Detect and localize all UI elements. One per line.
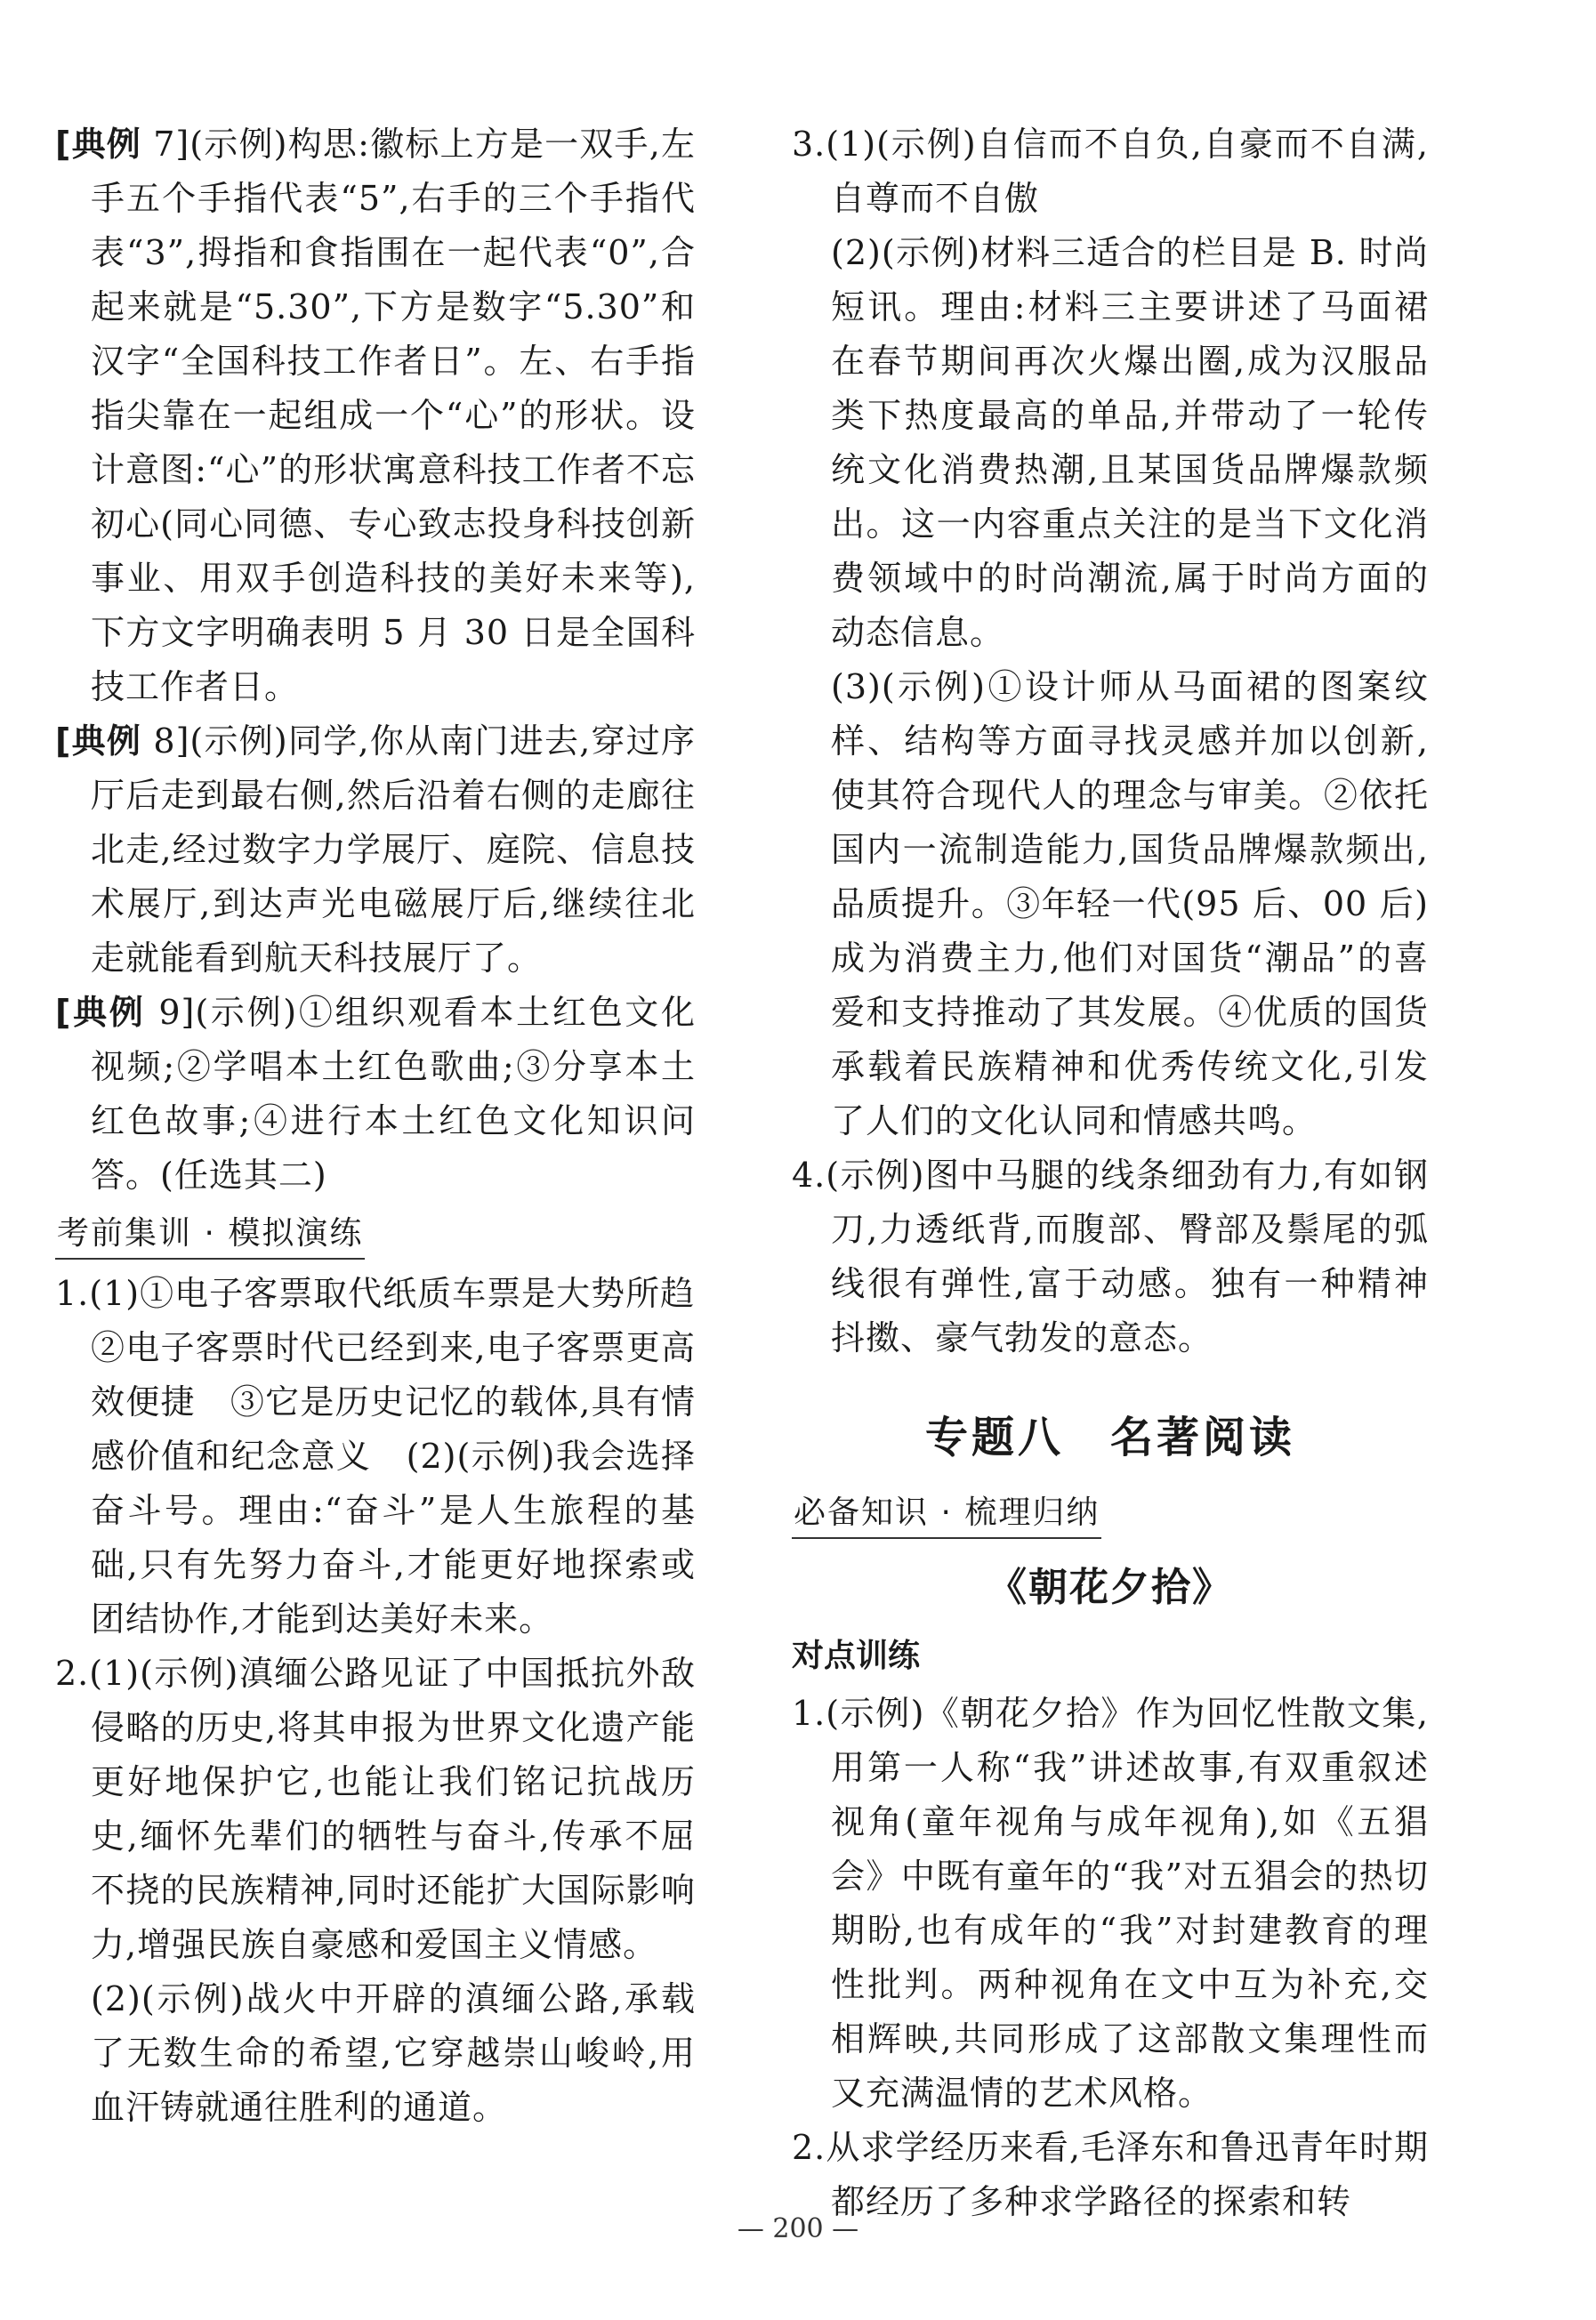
example-7-label: [典例: [55, 125, 141, 164]
section-heading-knowledge: 必备知识 · 梳理归纳: [792, 1487, 1101, 1539]
book-question-2: 2.从求学经历来看,毛泽东和鲁迅青年时期都经历了多种求学路径的探索和转: [792, 2128, 1429, 2221]
question-4: 4.(示例)图中马腿的线条细劲有力,有如钢刀,力透纸背,而腹部、臀部及鬃尾的弧线很有弹性,富于动感。独有一种精神抖擞、豪气勃发的意态。: [792, 1156, 1429, 1357]
subsection-title: 对点训练: [792, 1638, 921, 1674]
example-9-text: 9](示例)①组织观看本土红色文化视频;②学唱本土红色歌曲;③分享本土红色故事;④进行本土红色文化知识问答。(任选其二): [91, 993, 697, 1195]
example-9-label: [典例: [55, 993, 146, 1032]
page-number: — 200 —: [737, 2213, 859, 2244]
question-1-line: 1.(1)①电子客票取代纸质车票是大势所趋: [55, 1274, 696, 1313]
example-8-text: 8](示例)同学,你从南门进去,穿过序厅后走到最右侧,然后沿着右侧的走廊往北走,经过数字力学展厅、庭院、信息技术展厅,到达声光电磁展厅后,继续往北走就能看到航天科技展厅了。: [91, 721, 696, 978]
example-8: [55, 714, 696, 986]
question-3-part-1: 3.(1)(示例)自信而不自负,自豪而不自满,自尊而不自傲: [792, 125, 1429, 218]
book-title: 《朝花夕拾》: [987, 1565, 1233, 1610]
example-7: [55, 117, 696, 714]
example-7-text: 7](示例)构思:徽标上方是一双手,左手五个手指代表“5”,右手的三个手指代表“3”,拇指和食指围在一起代表“0”,合起来就是“5.30”,下方是数字“5.30”和汉字“全国科技工作者日”。左、右手指指尖靠在一起组成一个“心”的形状。设计意图:“心”的形状寓意科技工作者不忘初心(同心同德、专心致志投身科技创新事业、用双手创造科技的美好未来等),下方文字明确表明 5 月 30 日是全国科技工作者日。: [91, 125, 696, 706]
book-question-1: 1.(示例)《朝花夕拾》作为回忆性散文集,用第一人称“我”讲述故事,有双重叙述视角(童年视角与成年视角),如《五猖会》中既有童年的“我”对五猖会的热切期盼,也有成年的“我”对封建教育的理性批判。两种视角在文中互为补充,交相辉映,共同形成了这部散文集理性而又充满温情的艺术风格。: [792, 1694, 1429, 2113]
section-heading-practice: 考前集训 · 模拟演练: [55, 1208, 365, 1260]
question-3-part-3: (3)(示例)①设计师从马面裙的图案纹样、结构等方面寻找灵感并加以创新,使其符合现代人的理念与审美。②依托国内一流制造能力,国货品牌爆款频出,品质提升。③年轻一代(95 后、00 后)成为消费主力,他们对国货“潮品”的喜爱和支持推动了其发展。④优质的国货承载着民族精神和优秀传统文化,引发了人们的文化认同和情感共鸣。: [831, 667, 1429, 1140]
right-column: [792, 117, 1429, 2229]
question-2-part-2: (2)(示例)战火中开辟的滇缅公路,承载了无数生命的希望,它穿越崇山峻岭,用血汗铸就通往胜利的通道。: [91, 1979, 696, 2127]
left-column: [55, 117, 696, 2135]
question-2: 2.(1)(示例)滇缅公路见证了中国抵抗外敌侵略的历史,将其申报为世界文化遗产能更好地保护它,也能让我们铭记抗战历史,缅怀先辈们的牺牲与奋斗,传承不屈不挠的民族精神,同时还能扩大国际影响力,增强民族自豪感和爱国主义情感。: [55, 1654, 696, 1964]
example-8-label: [典例: [55, 721, 142, 761]
example-9: [55, 986, 696, 1203]
question-1-continued: ②电子客票时代已经到来,电子客票更高效便捷 ③它是历史记忆的载体,具有情感价值和纪念意义 (2)(示例)我会选择奋斗号。理由:“奋斗”是人生旅程的基础,只有先努力奋斗,才能更好地探索或团结协作,才能到达美好未来。: [91, 1328, 696, 1639]
question-3-part-2: (2)(示例)材料三适合的栏目是 B. 时尚短讯。理由:材料三主要讲述了马面裙在春节期间再次火爆出圈,成为汉服品类下热度最高的单品,并带动了一轮传统文化消费热潮,且某国货品牌爆款频出。这一内容重点关注的是当下文化消费领域中的时尚潮流,属于时尚方面的动态信息。: [831, 233, 1429, 652]
chapter-title: 专题八 名著阅读: [924, 1413, 1295, 1462]
